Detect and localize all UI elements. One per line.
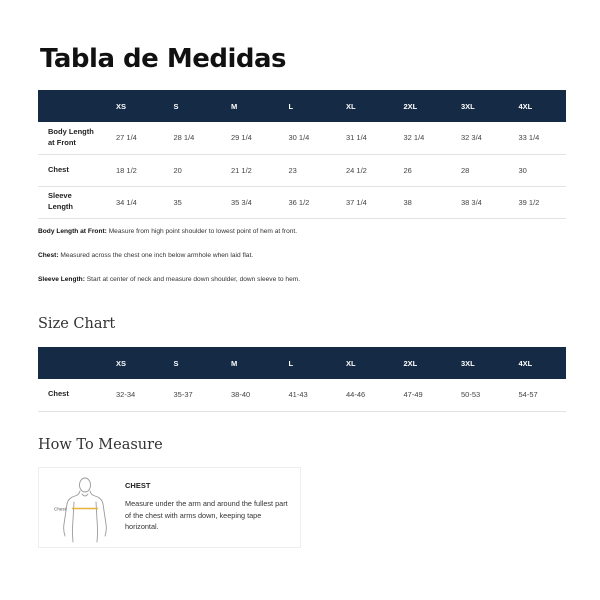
measure-item-title: CHEST <box>125 481 151 490</box>
table-cell: 50-53 <box>451 379 509 411</box>
header-blank-cell <box>38 90 106 122</box>
table-cell: 32 1/4 <box>394 122 452 154</box>
note-term: Chest: <box>38 252 59 259</box>
header-size-2xl: 2XL <box>394 90 452 122</box>
table-cell: 30 1/4 <box>279 122 337 154</box>
table-cell: 38 <box>394 186 452 218</box>
table-cell: 44-46 <box>336 379 394 411</box>
header-size-s: S <box>164 90 222 122</box>
table-cell: 20 <box>164 154 222 186</box>
row-label-line: Length <box>48 202 73 211</box>
body-figure-icon <box>53 474 111 544</box>
page-title: Tabla de Medidas <box>40 44 287 74</box>
note-sleeve-length <box>38 276 300 300</box>
table-cell: 23 <box>279 154 337 186</box>
row-label-chest: Chest <box>38 379 106 411</box>
header-blank-cell <box>38 347 106 379</box>
header-size-s: S <box>164 347 222 379</box>
header-size-2xl: 2XL <box>394 347 452 379</box>
how-to-measure-title: How To Measure <box>38 437 163 453</box>
table-cell: 29 1/4 <box>221 122 279 154</box>
note-body-length <box>38 228 300 252</box>
table-cell: 37 1/4 <box>336 186 394 218</box>
table-cell: 18 1/2 <box>106 154 164 186</box>
table-cell: 33 1/4 <box>509 122 567 154</box>
size-chart-title: Size Chart <box>38 316 116 332</box>
header-size-xl: XL <box>336 90 394 122</box>
table-cell: 34 1/4 <box>106 186 164 218</box>
header-size-3xl: 3XL <box>451 90 509 122</box>
table-cell: 35 <box>164 186 222 218</box>
table-cell: 47-49 <box>394 379 452 411</box>
how-to-measure-card <box>38 467 301 548</box>
header-size-4xl: 4XL <box>509 90 567 122</box>
table-header-row <box>38 347 566 379</box>
table-row <box>38 379 566 411</box>
table-cell: 54-57 <box>509 379 567 411</box>
table-cell: 26 <box>394 154 452 186</box>
table-row <box>38 154 566 186</box>
header-size-xs: XS <box>106 347 164 379</box>
table-cell: 24 1/2 <box>336 154 394 186</box>
note-chest <box>38 252 300 276</box>
header-size-l: L <box>279 90 337 122</box>
table-cell: 27 1/4 <box>106 122 164 154</box>
table-cell: 32 3/4 <box>451 122 509 154</box>
row-label-body-length <box>38 122 106 154</box>
table-cell: 35-37 <box>164 379 222 411</box>
header-size-m: M <box>221 347 279 379</box>
table-row <box>38 186 566 218</box>
table-cell: 38 3/4 <box>451 186 509 218</box>
note-term: Body Length at Front: <box>38 228 107 235</box>
table-cell: 28 <box>451 154 509 186</box>
row-label-line: Sleeve <box>48 191 72 201</box>
header-size-l: L <box>279 347 337 379</box>
garment-measurement-table <box>38 90 566 219</box>
header-size-3xl: 3XL <box>451 347 509 379</box>
header-size-4xl: 4XL <box>509 347 567 379</box>
table-header-row <box>38 90 566 122</box>
measure-item-text: Measure under the arm and around the fullest part of the chest with arms down, keeping tape horizontal. <box>125 499 288 531</box>
note-term: Sleeve Length: <box>38 276 85 283</box>
row-label-line: Chest <box>48 164 69 174</box>
table-cell: 28 1/4 <box>164 122 222 154</box>
table-row <box>38 122 566 154</box>
size-chart-table <box>38 347 566 412</box>
header-size-m: M <box>221 90 279 122</box>
row-label-line: at Front <box>48 137 76 147</box>
note-text: Measure from high point shoulder to lowest point of hem at front. <box>106 228 298 235</box>
note-text: Start at center of neck and measure down shoulder, down sleeve to hem. <box>84 276 301 283</box>
table-cell: 31 1/4 <box>336 122 394 154</box>
measurement-notes <box>38 228 300 300</box>
header-size-xl: XL <box>336 347 394 379</box>
table-cell: 36 1/2 <box>279 186 337 218</box>
table-cell: 21 1/2 <box>221 154 279 186</box>
table-cell: 39 1/2 <box>509 186 567 218</box>
header-size-xs: XS <box>106 90 164 122</box>
table-cell: 38-40 <box>221 379 279 411</box>
table-cell: 30 <box>509 154 567 186</box>
table-cell: 35 3/4 <box>221 186 279 218</box>
figure-chest-label: Chest <box>54 506 67 512</box>
row-label-chest <box>38 154 106 186</box>
note-text: Measured across the chest one inch below armhole when laid flat. <box>58 252 254 259</box>
table-cell: 41-43 <box>279 379 337 411</box>
row-label-line: Body Length <box>48 126 94 136</box>
table-cell: 32-34 <box>106 379 164 411</box>
row-label-sleeve-length <box>38 186 106 218</box>
